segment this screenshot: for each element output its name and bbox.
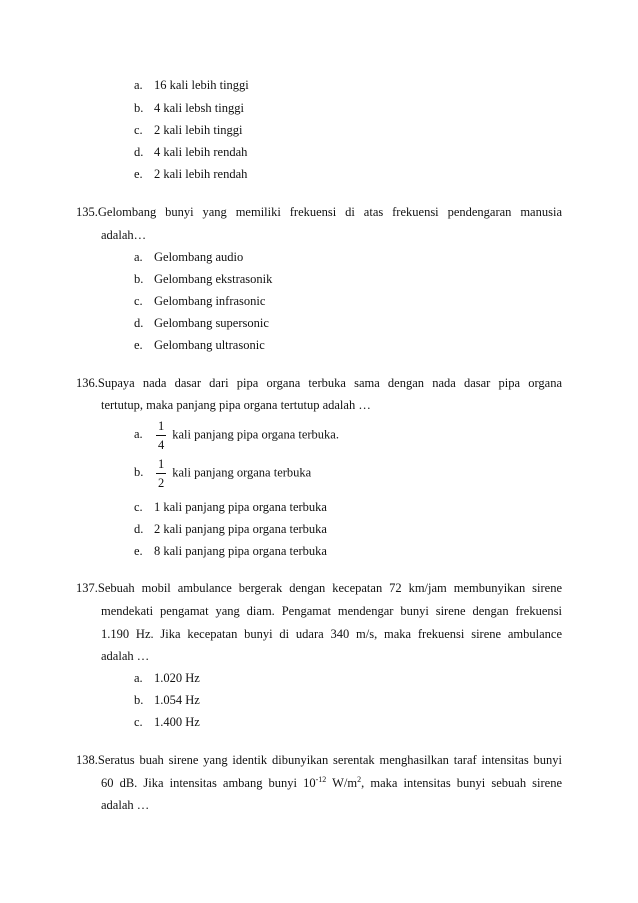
fraction-numerator: 1 <box>156 420 166 436</box>
q135-option-c <box>134 294 265 309</box>
question-number: 137. <box>76 581 98 595</box>
q135-option-e <box>134 338 265 353</box>
option-text: kali panjang pipa organa terbuka. <box>172 427 339 442</box>
question-text: Seratus buah sirene yang identik dibunyikan serentak menghasilkan taraf intensitas bunyi <box>97 753 562 767</box>
q136-question-line2: tertutup, maka panjang pipa organa tertutup adalah … <box>101 398 371 412</box>
q136-option-d <box>134 522 327 537</box>
option-text: Gelombang audio <box>154 250 244 264</box>
q138-question-line1 <box>76 753 562 768</box>
q134-option-a <box>134 78 249 93</box>
superscript-exponent: -12 <box>315 775 327 784</box>
option-text: 4 kali lebih rendah <box>154 145 248 159</box>
option-text: 4 kali lebsh tinggi <box>154 101 244 115</box>
option-letter: a. <box>134 78 143 92</box>
option-text: Gelombang ekstrasonik <box>154 272 273 286</box>
q137-question-line2: mendekati pengamat yang diam. Pengamat mendengar bunyi sirene dengan frekuensi <box>101 604 562 618</box>
option-letter: d. <box>134 522 144 536</box>
q137-option-b <box>134 693 200 708</box>
option-letter: b. <box>134 693 144 707</box>
fraction-numerator: 1 <box>156 458 166 474</box>
option-text: 16 kali lebih tinggi <box>154 78 249 92</box>
q137-question-line4: adalah … <box>101 649 150 663</box>
superscript-exponent: 2 <box>357 775 362 784</box>
option-text: 1.400 Hz <box>154 715 200 729</box>
question-text-part: , maka intensitas bunyi sebuah sirene <box>361 776 562 790</box>
option-letter: c. <box>134 123 143 137</box>
question-number: 138. <box>76 753 98 767</box>
q134-option-b <box>134 101 244 116</box>
option-letter: d. <box>134 316 144 330</box>
question-text: Sebuah mobil ambulance bergerak dengan kecepatan 72 km/jam membunyikan sirene <box>97 581 562 595</box>
q137-option-c <box>134 715 200 730</box>
option-letter: a. <box>134 671 143 685</box>
option-letter: c. <box>134 500 143 514</box>
question-text: Gelombang bunyi yang memiliki frekuensi di atas frekuensi pendengaran manusia <box>97 205 562 219</box>
q136-option-c <box>134 500 327 515</box>
option-text: 8 kali panjang pipa organa terbuka <box>154 544 327 558</box>
option-text: 2 kali lebih rendah <box>154 167 248 181</box>
q136-option-a <box>134 420 339 451</box>
option-text: 1.054 Hz <box>154 693 200 707</box>
option-letter: b. <box>134 272 144 286</box>
q135-question-line1 <box>76 205 562 220</box>
fraction <box>156 458 166 489</box>
q138-question-line3: adalah … <box>101 798 150 812</box>
question-text: Supaya nada dasar dari pipa organa terbuka sama dengan nada dasar pipa organa <box>97 376 562 390</box>
q135-option-d <box>134 316 269 331</box>
option-letter: e. <box>134 167 143 181</box>
option-text: kali panjang organa terbuka <box>172 465 312 480</box>
option-text: Gelombang infrasonic <box>154 294 266 308</box>
option-letter: b. <box>134 465 144 480</box>
option-letter: a. <box>134 427 143 442</box>
q134-option-e <box>134 167 247 182</box>
option-text: 2 kali panjang pipa organa terbuka <box>154 522 327 536</box>
q137-question-line3: 1.190 Hz. Jika kecepatan bunyi di udara 340 m/s, maka frekuensi sirene ambulance <box>101 627 562 641</box>
option-text: Gelombang supersonic <box>154 316 269 330</box>
fraction-denominator: 2 <box>158 475 165 490</box>
option-text: Gelombang ultrasonic <box>154 338 265 352</box>
q135-question-line2: adalah… <box>101 228 147 242</box>
q135-option-a <box>134 250 243 265</box>
q135-option-b <box>134 272 272 287</box>
question-text-part: W/m <box>326 776 358 790</box>
option-text: 2 kali lebih tinggi <box>154 123 243 137</box>
option-text: 1 kali panjang pipa organa terbuka <box>154 500 327 514</box>
q136-option-e <box>134 544 327 559</box>
question-number: 136. <box>76 376 98 390</box>
q136-question-line1 <box>76 376 562 391</box>
option-letter: e. <box>134 544 143 558</box>
q137-question-line1 <box>76 581 562 596</box>
fraction-denominator: 4 <box>158 437 165 452</box>
option-letter: e. <box>134 338 143 352</box>
q134-option-d <box>134 145 247 160</box>
q136-option-b <box>134 458 311 489</box>
q138-question-line2 <box>101 775 562 791</box>
option-letter: d. <box>134 145 144 159</box>
option-text: 1.020 Hz <box>154 671 200 685</box>
q134-option-c <box>134 123 243 138</box>
option-letter: b. <box>134 101 144 115</box>
question-number: 135. <box>76 205 98 219</box>
option-letter: c. <box>134 715 143 729</box>
option-letter: c. <box>134 294 143 308</box>
question-text-part: 60 dB. Jika intensitas ambang bunyi 10 <box>101 776 316 790</box>
q137-option-a <box>134 671 200 686</box>
option-letter: a. <box>134 250 143 264</box>
fraction <box>156 420 166 451</box>
